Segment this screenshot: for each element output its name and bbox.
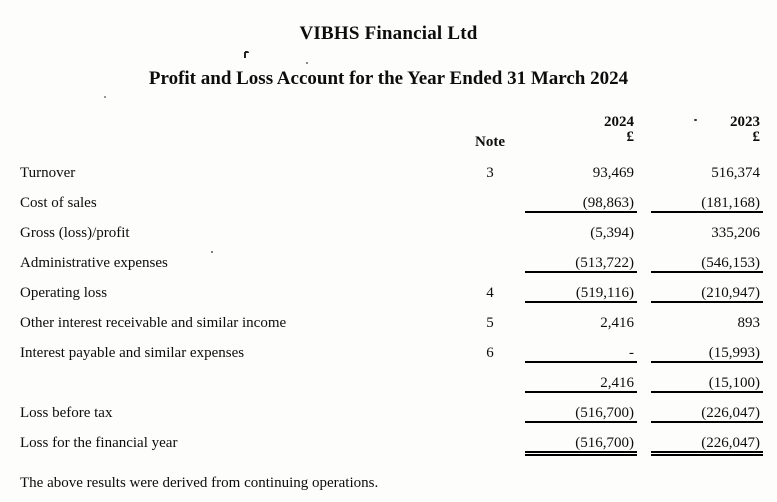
row-label: Interest payable and similar expenses — [20, 345, 245, 361]
row-label: Turnover — [20, 165, 76, 181]
row-value-2023: (15,993) — [651, 346, 763, 363]
currency-2024-label: £ — [626, 129, 634, 145]
table-row — [20, 309, 763, 339]
table-row — [20, 249, 763, 279]
table-row — [20, 429, 763, 459]
row-value-2023: (226,047) — [651, 436, 763, 456]
row-value-2024: (513,722) — [525, 256, 637, 273]
row-label: Other interest receivable and similar income — [20, 315, 287, 331]
row-label: Cost of sales — [20, 195, 97, 211]
year-2024-column-header — [525, 108, 637, 145]
row-value-2023: (226,047) — [651, 406, 763, 423]
row-label: Loss before tax — [20, 405, 113, 421]
pl-rows — [20, 159, 763, 459]
currency-2023-label: £ — [752, 129, 760, 145]
row-value-2024: (5,394) — [590, 225, 634, 241]
row-value-2024: 93,469 — [592, 165, 634, 181]
row-value-2023: (546,153) — [651, 256, 763, 273]
row-value-2023: (181,168) — [651, 196, 763, 213]
row-note: 3 — [486, 165, 494, 181]
table-row — [20, 339, 763, 369]
row-label: Administrative expenses — [20, 255, 168, 271]
pl-table — [20, 108, 763, 459]
table-row — [20, 219, 763, 249]
scan-artifact — [244, 51, 250, 58]
company-name: VIBHS Financial Ltd — [299, 23, 478, 44]
scan-artifact — [306, 62, 308, 64]
pl-table-header — [20, 108, 763, 159]
row-label: Gross (loss)/profit — [20, 225, 130, 241]
row-value-2023: (210,947) — [651, 286, 763, 303]
row-value-2023: 335,206 — [711, 225, 760, 241]
row-note: 5 — [486, 315, 494, 331]
table-row — [20, 159, 763, 189]
row-value-2023: 516,374 — [711, 165, 760, 181]
row-value-2024: (516,700) — [525, 406, 637, 423]
table-row — [20, 189, 763, 219]
row-value-2024: - — [525, 346, 637, 363]
continuing-operations-note: The above results were derived from continuing operations. — [20, 475, 379, 491]
row-label: Operating loss — [20, 285, 108, 301]
table-row — [20, 369, 763, 399]
row-value-2024: 2,416 — [525, 376, 637, 393]
row-value-2024: (98,863) — [525, 196, 637, 213]
note-column-header: Note — [475, 134, 505, 150]
scan-artifact — [104, 96, 106, 98]
year-2023-label: 2023 — [730, 114, 760, 130]
row-note: 4 — [486, 285, 494, 301]
row-value-2024: 2,416 — [600, 315, 634, 331]
row-note: 6 — [486, 345, 494, 361]
statement-title: Profit and Loss Account for the Year Ended 31 March 2024 — [148, 68, 629, 89]
row-label: Loss for the financial year — [20, 435, 178, 451]
row-value-2024: (516,700) — [525, 436, 637, 456]
row-value-2023: 893 — [737, 315, 760, 331]
table-row — [20, 399, 763, 429]
row-value-2023: (15,100) — [651, 376, 763, 393]
row-value-2024: (519,116) — [525, 286, 637, 303]
year-2024-label: 2024 — [604, 114, 634, 130]
table-row — [20, 279, 763, 309]
year-2023-column-header — [651, 108, 763, 145]
